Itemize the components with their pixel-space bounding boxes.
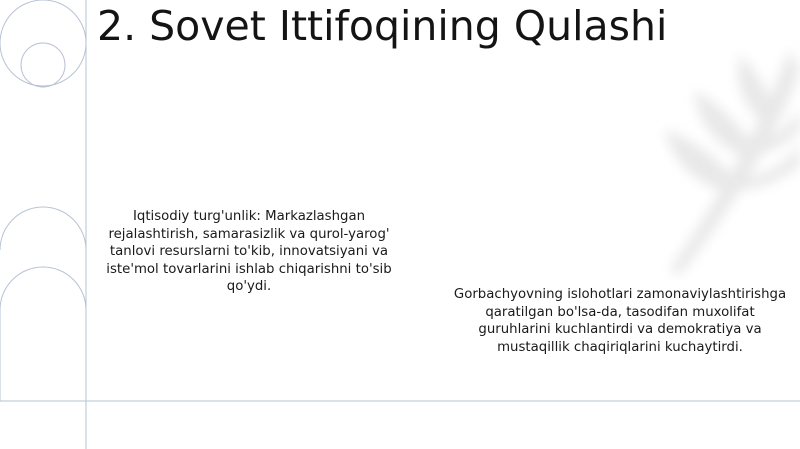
- decor-arch-upper: [0, 207, 86, 250]
- slide-title: 2. Sovet Ittifoqining Qulashi: [97, 2, 668, 50]
- decor-arch-lower: [0, 267, 86, 401]
- leaf-watermark-icon: [650, 40, 800, 280]
- right-text-block: Gorbachyovning islohotlari zamonaviylashtirishga qaratilgan bo'lsa-da, tasodifan muxolifat guruhlarini kuchlantirdi va demokratiya va mustaqillik chaqiriqlarini kuchaytirdi.: [453, 287, 787, 355]
- left-text-block: Iqtisodiy turg'unlik: Markazlashgan rejalashtirish, samarasizlik va qurol-yarog' tanlovi resurslarni to'kib, innovatsiyani va iste'mol tovarlarini ishlab chiqarishni to'sib qo'ydi.: [106, 209, 392, 294]
- decor-circle-small: [21, 43, 65, 87]
